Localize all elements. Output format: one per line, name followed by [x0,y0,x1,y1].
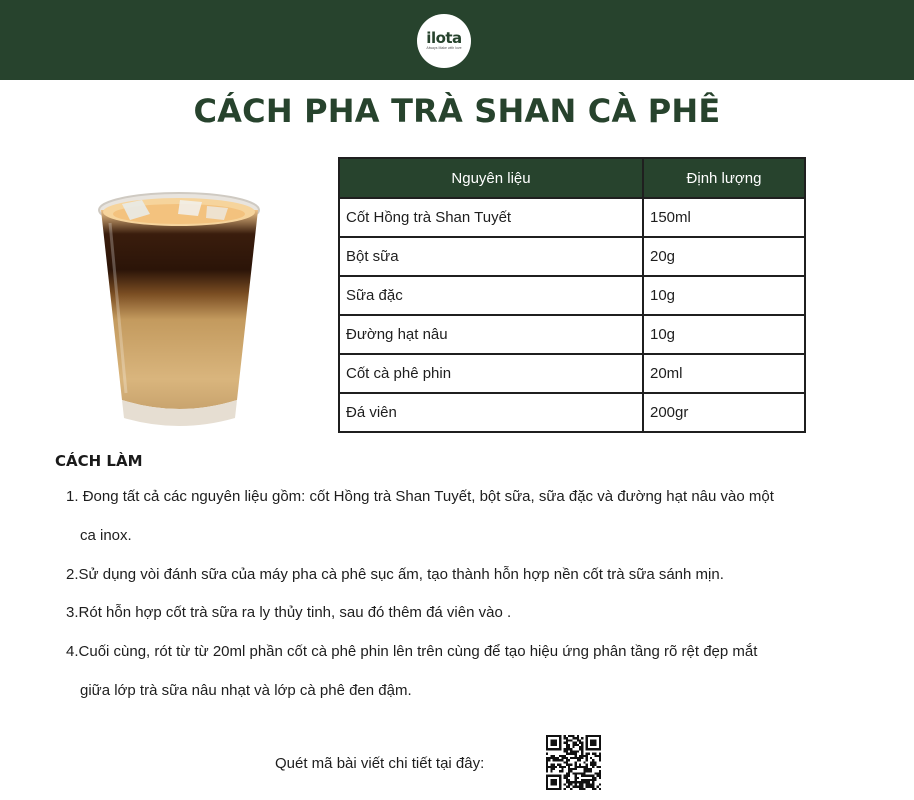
step-4 [66,633,896,672]
ingredient-name: Cốt Hồng trà Shan Tuyết [339,198,643,237]
ingredient-name: Cốt cà phê phin [339,354,643,393]
table-row [339,237,805,276]
step-text: Cuối cùng, rót từ từ 20ml phần cốt cà phê phin lên trên cùng để tạo hiệu ứng phân tầng rõ rệt đẹp mắt [78,643,758,661]
step-number: 3. [66,604,79,622]
ingredient-quantity: 200gr [643,393,805,432]
ingredient-quantity: 20ml [643,354,805,393]
table-row [339,276,805,315]
step-1-continued: ca inox. [80,526,132,544]
ingredients-table [338,157,806,433]
step-number: 4. [66,643,79,661]
header-bar [0,0,914,80]
drink-image [92,178,267,433]
logo-text: ilota [426,29,462,47]
step-text: Sử dụng vòi đánh sữa của máy pha cà phê sục ấm, tạo thành hỗn hợp nền cốt trà sữa sánh mịn. [78,565,724,583]
table-row [339,393,805,432]
qr-caption: Quét mã bài viết chi tiết tại đây: [275,755,485,772]
step-number: 1. [66,488,79,505]
page-title: CÁCH PHA TRÀ SHAN CÀ PHÊ [193,92,721,130]
brand-logo [417,14,471,68]
step-text: Rót hỗn hợp cốt trà sữa ra ly thủy tinh, sau đó thêm đá viên vào . [78,604,512,622]
table-row [339,354,805,393]
qr-code-icon[interactable] [546,735,601,790]
step-3 [66,594,896,633]
ingredient-name: Bột sữa [339,237,643,276]
ingredient-quantity: 10g [643,315,805,354]
method-heading: CÁCH LÀM [55,452,143,470]
logo-tagline: Always Make with love [426,46,462,50]
step-1 [66,478,896,517]
step-text: Đong tất cả các nguyên liệu gồm: cốt Hồng trà Shan Tuyết, bột sữa, sữa đặc và đường hạt nâu vào một [82,488,774,505]
ingredient-quantity: 20g [643,237,805,276]
method-steps [66,478,896,711]
table-header-row [339,158,805,198]
header-ingredient: Nguyên liệu [339,158,643,198]
header-quantity: Định lượng [643,158,805,198]
table-row [339,198,805,237]
table-row [339,315,805,354]
ingredient-name: Đá viên [339,393,643,432]
step-2 [66,556,896,595]
step-number: 2. [66,565,79,583]
ingredient-quantity: 10g [643,276,805,315]
ingredient-name: Sữa đặc [339,276,643,315]
ingredient-name: Đường hạt nâu [339,315,643,354]
ingredient-quantity: 150ml [643,198,805,237]
step-4-continued: giữa lớp trà sữa nâu nhạt và lớp cà phê đen đậm. [80,681,412,699]
